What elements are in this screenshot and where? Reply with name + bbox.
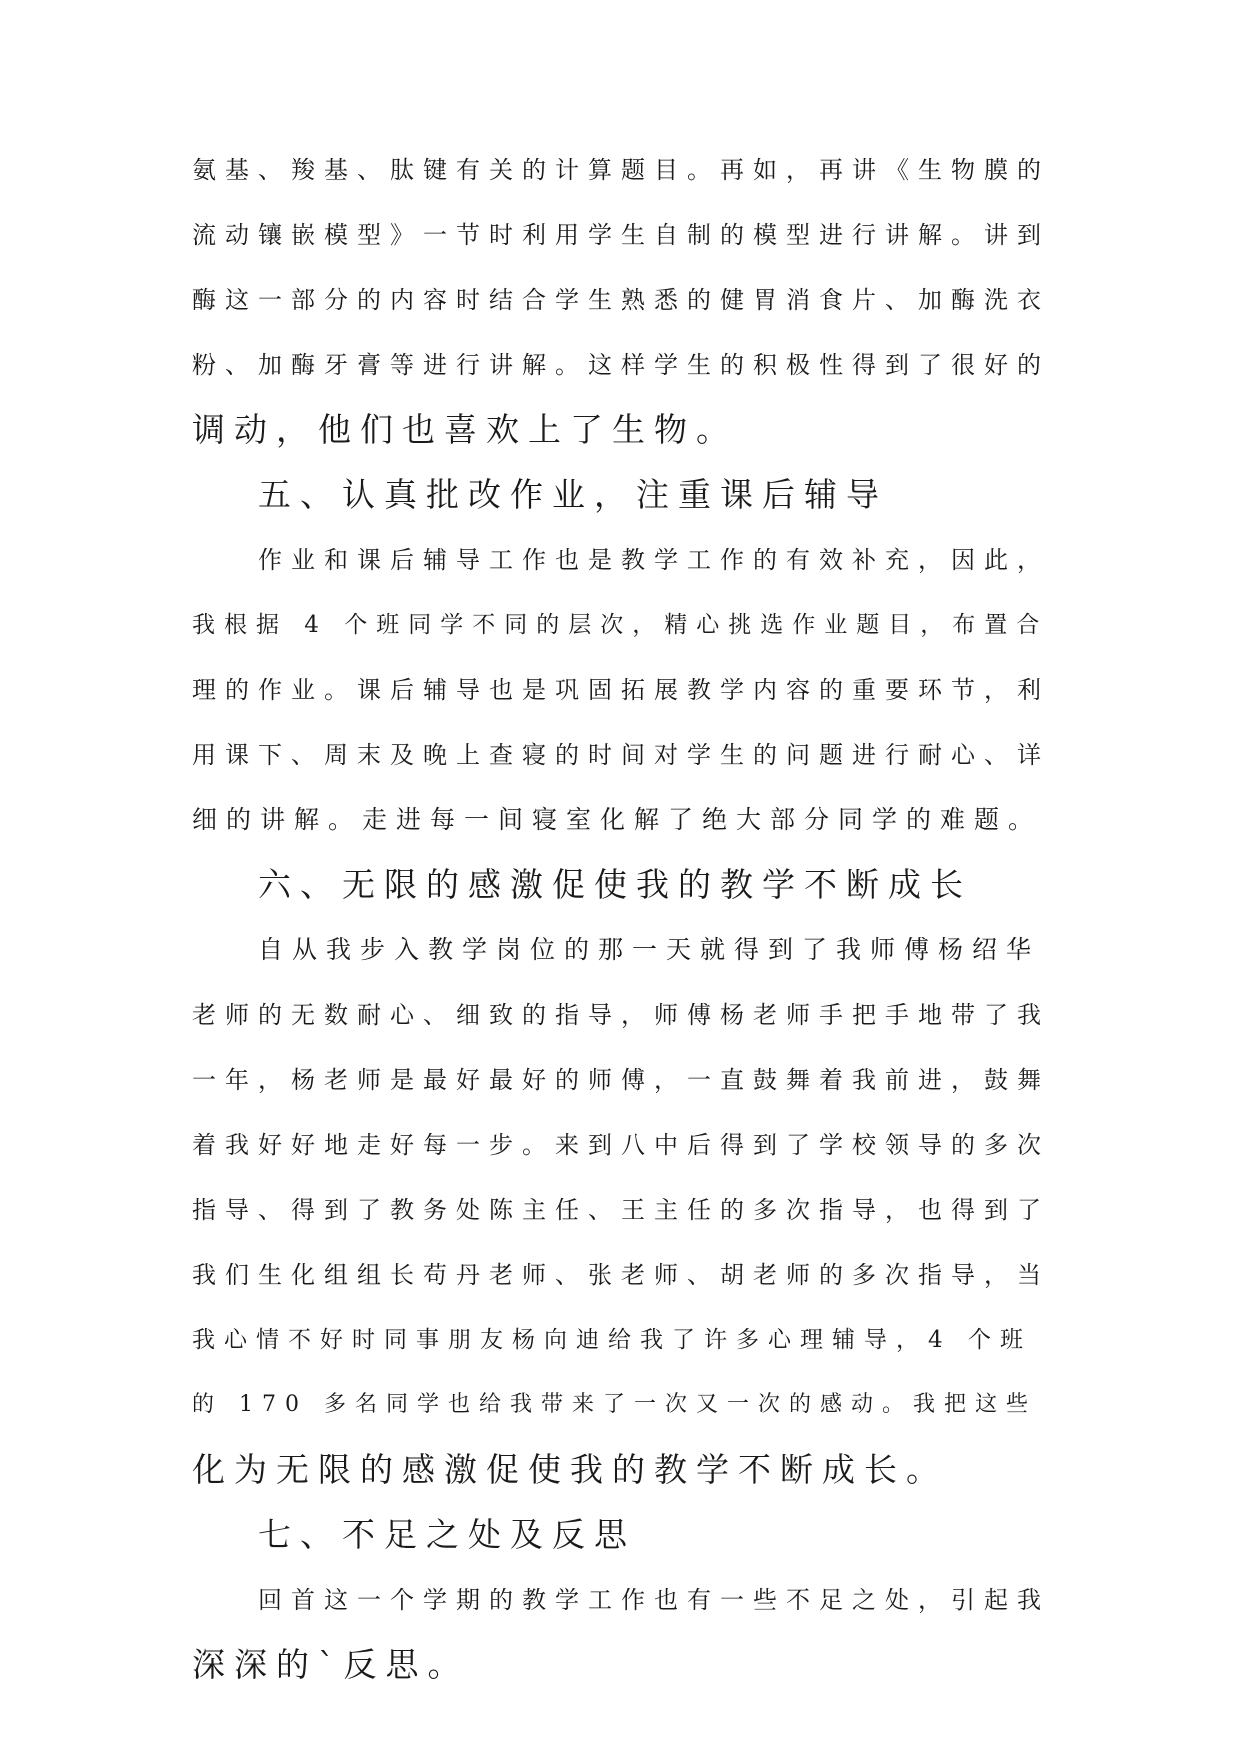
body-text-line: 老师的无数耐心、细致的指导，师傅杨老师手把手地带了我: [192, 1001, 1050, 1029]
section-heading: 六、无限的感激促使我的教学不断成长: [258, 865, 972, 904]
body-text-line: 自从我步入教学岗位的那一天就得到了我师傅杨绍华: [258, 935, 1041, 964]
body-text-line: 着我好好地走好每一步。来到八中后得到了学校领导的多次: [192, 1131, 1050, 1159]
section-heading: 七、不足之处及反思: [258, 1515, 636, 1554]
body-text-line: 细的讲解。走进每一间寝室化解了绝大部分同学的难题。: [192, 805, 1043, 834]
body-text-line: 我根据 4 个班同学不同的层次，精心挑选作业题目，布置合: [192, 612, 1049, 638]
body-text-line: 酶这一部分的内容时结合学生熟悉的健胃消食片、加酶洗衣: [192, 286, 1050, 314]
body-text-line: 理的作业。课后辅导也是巩固拓展教学内容的重要环节，利: [192, 676, 1050, 704]
body-text-line: 调动，他们也喜欢上了生物。: [192, 410, 738, 449]
body-text-line: 回首这一个学期的教学工作也有一些不足之处，引起我: [258, 1586, 1050, 1614]
body-text-line: 我心情不好时同事朋友杨向迪给我了许多心理辅导，4 个班: [192, 1327, 1032, 1353]
body-text-line: 用课下、周末及晚上查寝的时间对学生的问题进行耐心、详: [192, 741, 1050, 769]
body-text-line: 作业和课后辅导工作也是教学工作的有效补充，因此，: [258, 546, 1050, 574]
body-text-line: 流动镶嵌模型》一节时利用学生自制的模型进行讲解。讲到: [192, 221, 1050, 249]
body-text-line: 氨基、羧基、肽键有关的计算题目。再如，再讲《生物膜的: [192, 156, 1050, 184]
body-text-line: 指导、得到了教务处陈主任、王主任的多次指导，也得到了: [192, 1196, 1050, 1224]
section-heading: 五、认真批改作业，注重课后辅导: [258, 475, 888, 514]
body-text-line: 我们生化组组长苟丹老师、张老师、胡老师的多次指导，当: [192, 1261, 1050, 1289]
body-text-line: 粉、加酶牙膏等进行讲解。这样学生的积极性得到了很好的: [192, 351, 1050, 379]
body-text-line: 化为无限的感激促使我的教学不断成长。: [192, 1450, 948, 1489]
body-text-line: 深深的`反思。: [192, 1645, 470, 1684]
body-text-line: 的 170 多名同学也给我带来了一次又一次的感动。我把这些: [192, 1392, 1037, 1417]
body-text-line: 一年，杨老师是最好最好的师傅，一直鼓舞着我前进，鼓舞: [192, 1066, 1050, 1094]
